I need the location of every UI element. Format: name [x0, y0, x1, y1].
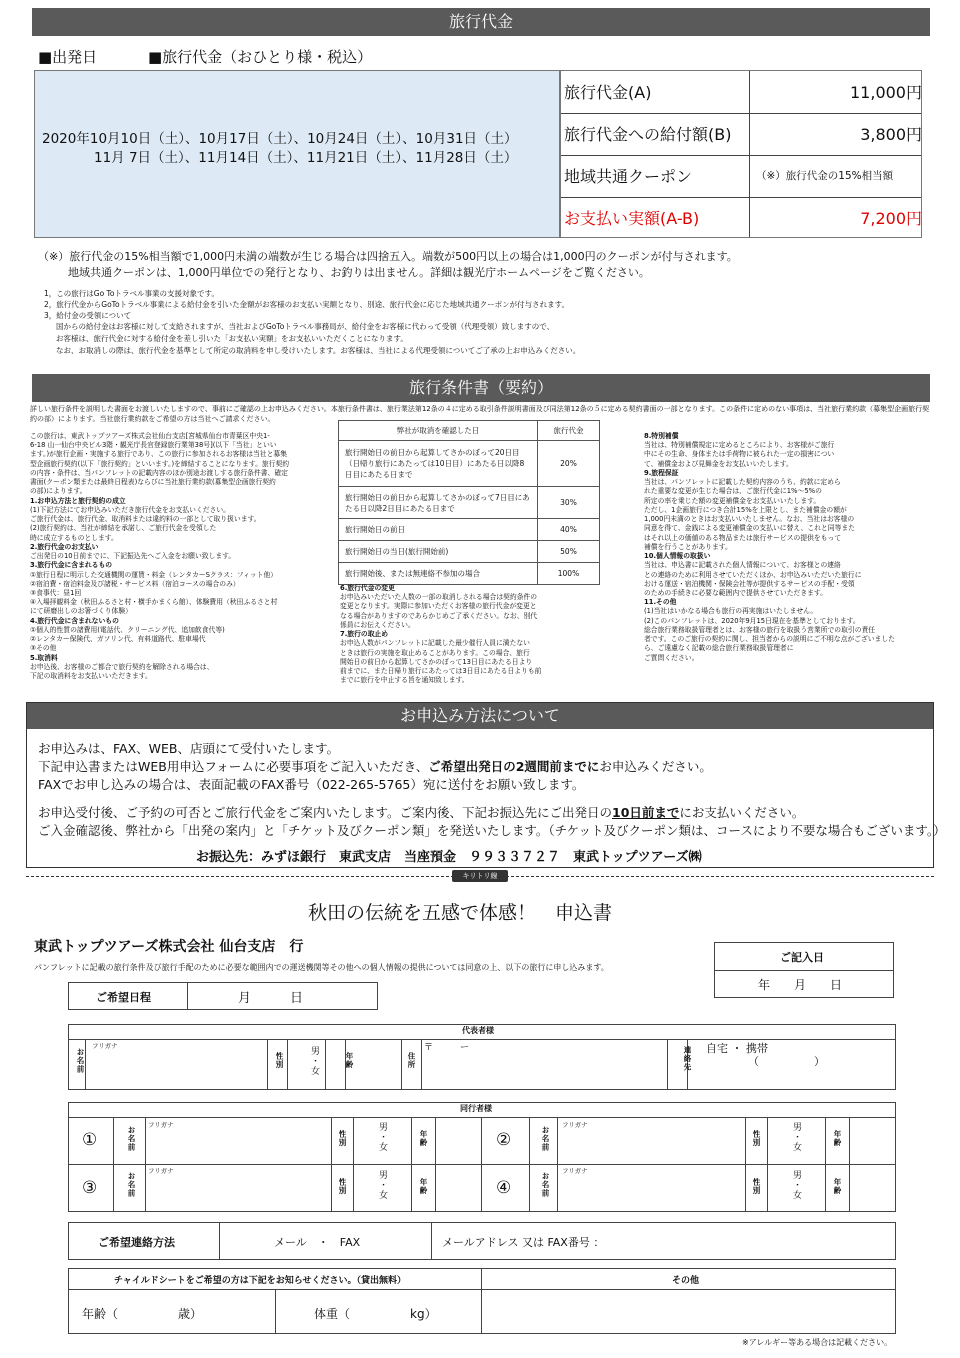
- cancel-row: [339, 519, 600, 541]
- price-row-value-a: 11,000円: [850, 83, 922, 102]
- condition-line: 所定の率を乗じた額の変更補償金をお支払いいたします。: [644, 496, 821, 505]
- condition-line: の内容・条件は、当パンフレットの記載内容のほか別途お渡しする旅行条件書、確定: [30, 468, 288, 477]
- price-section-bar: [32, 8, 930, 36]
- condition-line: (1)当社はいかなる場合も旅行の再実施はいたしません。: [644, 607, 818, 616]
- desired-date-label: ご希望日程: [96, 991, 151, 1004]
- apply-line-2: [38, 757, 712, 775]
- companion-1-gender-value: 男・女: [377, 1122, 387, 1152]
- companion-3-gender-label: 性別: [338, 1178, 347, 1195]
- companion-3-gender-value: 男・女: [377, 1170, 387, 1200]
- price-section-title: 旅行代金: [448, 12, 513, 31]
- condition-line: 5.取消料: [30, 653, 58, 662]
- condition-line: 時に成立するものとします。: [30, 533, 118, 542]
- dates-line-1: 2020年10月10日（土）、10月17日（土）、10月24日（土）、10月31日（土）: [42, 131, 518, 147]
- condition-line: 型企画旅行契約(以下「旅行契約」といいます。)を締結することになります。旅行契約: [30, 459, 290, 468]
- price-note-1: （※）旅行代金の15%相当額で1,000円未満の端数が生じる場合は四捨五入。端数が500円以上の場合は1,000円のクーポンが付与されます。: [38, 250, 738, 263]
- fine-note-5: お客様は、旅行代金に対する給付金を差し引いた「お支払い実額」をお支払いいただくことになります。: [56, 334, 408, 343]
- condition-line: ご旅行代金は、旅行代金、取消料または違約料の一部として取り扱います。: [30, 515, 261, 524]
- condition-line: 11.その他: [644, 598, 677, 607]
- cancel-row-label: 旅行開始日の前日から起算してさかのぼって20日目（日帰り旅行にあたっては10日目）にあたる日以降8日目にあたる日まで: [339, 441, 538, 487]
- cancel-row-value: 50%: [538, 541, 600, 563]
- fine-note-6: なお、お取消しの際は、旅行代金を基準として所定の取消料を申し受けいたします。お客様は、当社による代理受領についてご了承の上お申込みください。: [56, 346, 581, 355]
- fine-note-4: 国からの給付金はお客様に対して支給されますが、当社およびGoToトラベル事務局が、給付金をお客様に代わって受領（代理受領）致しますので、: [56, 322, 555, 331]
- apply-line-4a: お申込受付後、ご予約の可否とご旅行代金をご案内いたします。ご案内後、下記お振込先にご出発日の: [38, 805, 613, 820]
- condition-line: はそれ以上の価値のある物品または旅行サービスの提供をもって: [644, 533, 842, 542]
- companion-2-age-label: 年齢: [833, 1130, 842, 1147]
- condition-line: 10.個人情報の取扱い: [644, 552, 711, 561]
- condition-line: 6-18 山一仙台中央ビル3階・観光庁長官登録旅行業第38号](以下「当社」といい: [30, 441, 277, 450]
- conditions-col-2: [340, 584, 610, 686]
- child-weight-field: 体重（ kg）: [314, 1307, 437, 1321]
- rep-address-label: 住所: [407, 1052, 416, 1069]
- condition-line: ときは旅行の実施を取止めることがあります。この場合、旅行: [340, 648, 530, 657]
- apply-section-bar: [27, 703, 933, 729]
- condition-line: ②宿泊費・宿泊料金及び諸税・サービス料（宿泊コースの場合のみ）: [30, 579, 240, 588]
- fine-note-2: 2，旅行代金からGoToトラベル事業による給付金を引いた金額がお客様のお支払い実額となり、別途、旅行代金に応じた地域共通クーポンが付与されます。: [44, 300, 569, 309]
- condition-line: おける運送・宿泊機関・保険会社等が提供するサービスの手配・受領: [644, 579, 855, 588]
- departure-label: ■出発日: [38, 48, 98, 66]
- conditions-col-3: [644, 432, 934, 663]
- conditions-section-title: 旅行条件書（要約）: [408, 378, 553, 397]
- cancel-row: [339, 541, 600, 563]
- cancel-row-label: 旅行開始日の前日: [339, 519, 538, 541]
- companion-number-4: ④: [496, 1178, 512, 1198]
- companion-1-age-label: 年齢: [419, 1130, 428, 1147]
- contact-method-label: ご希望連絡方法: [98, 1236, 175, 1249]
- contact-method-value: メール ・ FAX: [274, 1236, 361, 1249]
- dates-line-2: 11月 7日（土）、11月14日（土）、11月21日（土）、11月28日（土）: [94, 150, 518, 166]
- allergy-note: ※アレルギー等ある場合は記載ください。: [742, 1338, 893, 1347]
- cancel-row-label: 旅行開始日の当日(旅行開始前): [339, 541, 538, 563]
- condition-line: ③その他: [30, 644, 57, 653]
- condition-line: のための手続きに必要な範囲内で提供させていただきます。: [644, 588, 827, 597]
- companion-number-3: ③: [82, 1178, 98, 1198]
- rep-age-label: 年齢: [345, 1052, 354, 1069]
- cancel-row-label: 旅行開始日の前日から起算してさかのぼって7日目にあたる日以降2日目にあたる日まで: [339, 487, 538, 519]
- condition-line: 係員にお伝えください。: [340, 620, 415, 629]
- condition-line: て、補償金および見舞金をお支払いいたします。: [644, 459, 793, 468]
- fine-note-3: 3，給付金の受領について: [44, 311, 132, 320]
- price-note-2: 地域共通クーポンは、1,000円単位での発行となり、お釣りは出ません。詳細は観光庁ホームページをご覧ください。: [68, 266, 650, 279]
- condition-line: 1.お申込方法と旅行契約の成立: [30, 496, 126, 505]
- condition-line: ご出発日の10日前までに、下記振込先へご入金をお願い致します。: [30, 552, 236, 561]
- condition-line: お申込みいただいた人数の一部の取消しされる場合は契約条件の: [340, 593, 538, 602]
- desired-date-value: 月 日: [238, 991, 304, 1006]
- price-label: ■旅行代金（おひとり様・税込）: [148, 48, 373, 66]
- companion-3-age-label: 年齢: [419, 1178, 428, 1195]
- condition-line: 6.旅行代金の変更: [340, 584, 395, 592]
- condition-line: 1,000円未満のときはお支払いいたしません。なお、当社はお客様の: [644, 515, 855, 524]
- condition-line: 下記の取消料をお支払いいただきます。: [30, 672, 152, 681]
- condition-line: 2.旅行代金のお支払い: [30, 542, 99, 551]
- condition-line: この旅行は、東武トップツアーズ株式会社仙台支店[宮城県仙台市青葉区中央1-: [30, 432, 270, 440]
- condition-line: 8.特別補償: [644, 432, 679, 440]
- apply-line-2-emphasis: ご希望出発日の2週間前までに: [428, 759, 600, 774]
- companion-4-name-label: お名前: [541, 1172, 550, 1198]
- companion-4-furigana: フリガナ: [562, 1167, 588, 1175]
- condition-line: お申込後、お客様のご都合で旅行契約を解除される場合は、: [30, 662, 214, 671]
- cancel-table: [338, 420, 600, 585]
- condition-line: 補償を行うことがあります。: [644, 542, 732, 551]
- cancel-row: [339, 563, 600, 585]
- condition-line: ②レンタカー保険代、ガソリン代、有料道路代、駐車場代: [30, 635, 206, 644]
- rep-gender-label: 性別: [275, 1052, 284, 1069]
- condition-line: お申込人数がパンフレットに記載した最少催行人員に満たない: [340, 639, 530, 648]
- rep-name-label: お名前: [76, 1048, 85, 1074]
- cancel-row: [339, 487, 600, 519]
- contact-address-label: メールアドレス 又は FAX番号 ：: [442, 1236, 605, 1249]
- condition-line: れた重要な変更が生じた場合は、ご旅行代金に1%～5%の: [644, 487, 822, 496]
- condition-line: との連絡のために利用させていただくほか、お申込みいただいた旅行に: [644, 570, 862, 579]
- other-label: その他: [672, 1276, 700, 1286]
- condition-line: 当社は、申込書に記載された個人情報について、お客様との連絡: [644, 561, 841, 570]
- companion-number-1: ①: [82, 1130, 98, 1150]
- condition-line: 7.旅行の取止め: [340, 630, 389, 639]
- companion-box: [68, 1102, 896, 1212]
- child-seat-label: チャイルドシートをご希望の方は下記をお知らせください。（貸出無料）: [114, 1276, 406, 1286]
- child-age-field: 年齢（ 歳）: [82, 1307, 203, 1321]
- companion-1-furigana: フリガナ: [148, 1121, 174, 1129]
- condition-line: ④入場拝観料金（秋田ふるさと村・横手かまくら館）、体験費用（秋田ふるさと村: [30, 598, 278, 607]
- conditions-intro: 詳しい旅行条件を説明した書面をお渡しいたしますので、事前にご確認の上お申込みください。本旅行条件書は、旅行業法第12条の４に定める取引条件説明書面及び同法第12条の５に定める契約書面の一部となります。この条件に定めのない事項は、当社旅行業約款（募集型企画旅行契約の部）によります。当社旅行業約款をご希望の方は当社へご請求ください。: [30, 405, 930, 423]
- companion-2-name-label: お名前: [541, 1126, 550, 1152]
- condition-line: ご質問ください。: [644, 653, 699, 662]
- cancel-header-right: 旅行代金: [538, 421, 600, 441]
- rep-contact-value: 自宅 ・ 携帯: [706, 1042, 768, 1055]
- price-row-label-total: お支払い実額(A-B): [564, 209, 700, 228]
- condition-line: にて研磨出しのお箸づくり体験）: [30, 607, 132, 616]
- condition-line: (2)旅行契約は、当社が締結を承諾し、ご旅行代金を受領した: [30, 524, 217, 533]
- condition-line: 総合旅行業務取扱管理者とは、お客様の旅行を取扱う営業所での取引の責任: [644, 625, 876, 634]
- cancel-row: [339, 441, 600, 487]
- companion-3-furigana: フリガナ: [148, 1167, 174, 1175]
- form-company: 東武トップツアーズ株式会社 仙台支店 行: [34, 939, 304, 955]
- condition-line: の部)によります。: [30, 487, 87, 496]
- rep-contact-paren: （ ）: [748, 1055, 825, 1068]
- cancel-row-value: 30%: [538, 487, 600, 519]
- apply-line-4-emphasis: 10日前まで: [612, 805, 680, 820]
- representative-header: 代表者様: [462, 1026, 494, 1035]
- fine-note-1: 1，この旅行はGo Toトラベル事業の支援対象です。: [44, 289, 219, 298]
- companion-2-gender-label: 性別: [752, 1130, 761, 1147]
- condition-line: 3.旅行代金に含まれるもの: [30, 561, 113, 570]
- rep-gender-value: 男・女: [309, 1046, 319, 1076]
- rep-postal: 〒 ー: [424, 1043, 470, 1053]
- companion-2-gender-value: 男・女: [791, 1122, 801, 1152]
- cancel-header-left: 弊社が取消を確認した日: [339, 421, 538, 441]
- companion-header: 同行者様: [460, 1104, 492, 1113]
- companion-number-2: ②: [496, 1130, 512, 1150]
- condition-line: 当社は、特別補償規定に定めるところにより、お客様がご旅行: [644, 441, 835, 450]
- price-row-label-coupon: 地域共通クーポン: [564, 167, 693, 186]
- apply-line-2a: 下記申込書またはWEB用申込フォームに必要事項をご記入いただき、: [38, 759, 429, 774]
- condition-line: 前までに、また日帰り旅行にあたっては3日目にあたる日よりも前: [340, 667, 542, 676]
- apply-line-5: ご入金確認後、弊社から「出発の案内」と「チケット及びクーポン類」を発送いたします。（チケット及びクーポン類は、コースにより不要な場合もございます。）: [38, 823, 946, 838]
- price-row-value-total: 7,200円: [860, 209, 922, 228]
- apply-line-2c: お申込みください。: [599, 759, 712, 774]
- cut-line-label: [452, 870, 508, 882]
- apply-line-4: [38, 803, 804, 821]
- companion-4-age-label: 年齢: [833, 1178, 842, 1195]
- condition-line: ①旅行日程に明示した交通機関の運賃・料金（レンタカーSクラス：フィット他）: [30, 570, 278, 579]
- apply-line-4c: にお支払いください。: [679, 805, 805, 820]
- bank-transfer-info: お振込先：みずほ銀行 東武支店 当座預金 ９９３３７２７ 東武トップツアーズ㈱: [196, 850, 702, 865]
- entry-date-label: ご記入日: [780, 951, 824, 964]
- companion-4-gender-value: 男・女: [791, 1170, 801, 1200]
- price-row-value-coupon: （※）旅行代金の15%相当額: [756, 170, 894, 182]
- condition-line: 開始日の前日から起算してさかのぼって13日目にあたる日より: [340, 657, 533, 666]
- companion-3-name-label: お名前: [127, 1172, 136, 1198]
- condition-line: 当社は、パンフレットに記載した契約内容のうち、約款に定めら: [644, 478, 841, 487]
- cut-line-label-text: キリトリ線: [462, 872, 498, 880]
- condition-line: までに旅行を中止する旨を通知致します。: [340, 676, 469, 685]
- condition-line: ①個人的性質の諸費用(電話代、クリーニング代、追加飲食代等): [30, 625, 225, 634]
- cancel-row-label: 旅行開始後、または無連絡不参加の場合: [339, 563, 538, 585]
- condition-line: 者です。このご旅行の契約に関し、担当者からの説明にご不明な点がございました: [644, 635, 895, 644]
- companion-4-gender-label: 性別: [752, 1178, 761, 1195]
- condition-line: 中にその生命、身体または手荷物に被られた一定の損害につい: [644, 450, 835, 459]
- condition-line: ます。)が旅行企画・実施する旅行であり、この旅行に参加されるお客様は当社と募集: [30, 450, 287, 459]
- price-row-label-b: 旅行代金への給付額(B): [564, 125, 732, 144]
- conditions-col-1: [30, 432, 330, 681]
- condition-line: ら、ご遠慮なく記載の総合旅行業務取扱管理者に: [644, 644, 794, 653]
- condition-line: 書面(クーポン類または最終日程表)ならびに当社旅行業約款(募集型企画旅行契約: [30, 478, 276, 487]
- cancel-row-value: 100%: [538, 563, 600, 585]
- condition-line: 4.旅行代金に含まれないもの: [30, 616, 119, 625]
- condition-line: (1)下記方法にてお申込みいただき旅行代金をお支払いください。: [30, 505, 230, 514]
- cancel-table-header: [339, 421, 600, 441]
- condition-line: (2)このパンフレットは、2020年9月15日現在を基準としております。: [644, 616, 860, 625]
- cancel-row-value: 40%: [538, 519, 600, 541]
- companion-2-furigana: フリガナ: [562, 1121, 588, 1129]
- form-consent: パンフレットに記載の旅行条件及び旅行手配のために必要な範囲内での運送機関等その他への個人情報の提供については同意の上、以下の旅行に申し込みます。: [34, 963, 609, 972]
- condition-line: なる場合がありますのであらかじめご了承ください。なお、別代: [340, 611, 538, 620]
- apply-section-title: お申込み方法について: [400, 706, 560, 725]
- rep-contact-label: 連絡先: [683, 1046, 692, 1072]
- entry-date-value: 年 月 日: [758, 978, 843, 992]
- apply-line-1: お申込みは、FAX、WEB、店頭にて受付いたします。: [38, 741, 339, 756]
- condition-line: ただし、1企画旅行につき合計15%を上限とし、また補償金の額が: [644, 505, 847, 514]
- price-row-value-b: 3,800円: [860, 125, 922, 144]
- companion-1-gender-label: 性別: [338, 1130, 347, 1147]
- price-row-label-a: 旅行代金(A): [564, 83, 652, 102]
- form-title: 秋田の伝統を五感で体感！ 申込書: [308, 902, 613, 924]
- condition-line: 同意を得て、金銭による変更補償金の支払いに替え、これと同等また: [644, 524, 855, 533]
- apply-line-3: FAXでお申し込みの場合は、表面記載のFAX番号（022-265-5765）宛に送付をお願い致します。: [38, 777, 585, 792]
- condition-line: 9.旅程保証: [644, 468, 679, 477]
- condition-line: 変更となります。実際に参加いただくお客様の旅行代金が変更と: [340, 602, 537, 611]
- conditions-section-bar: [32, 374, 930, 402]
- cancel-row-value: 20%: [538, 441, 600, 487]
- rep-furigana: フリガナ: [92, 1042, 118, 1050]
- companion-1-name-label: お名前: [127, 1126, 136, 1152]
- condition-line: ③食事代：昼1回: [30, 588, 82, 597]
